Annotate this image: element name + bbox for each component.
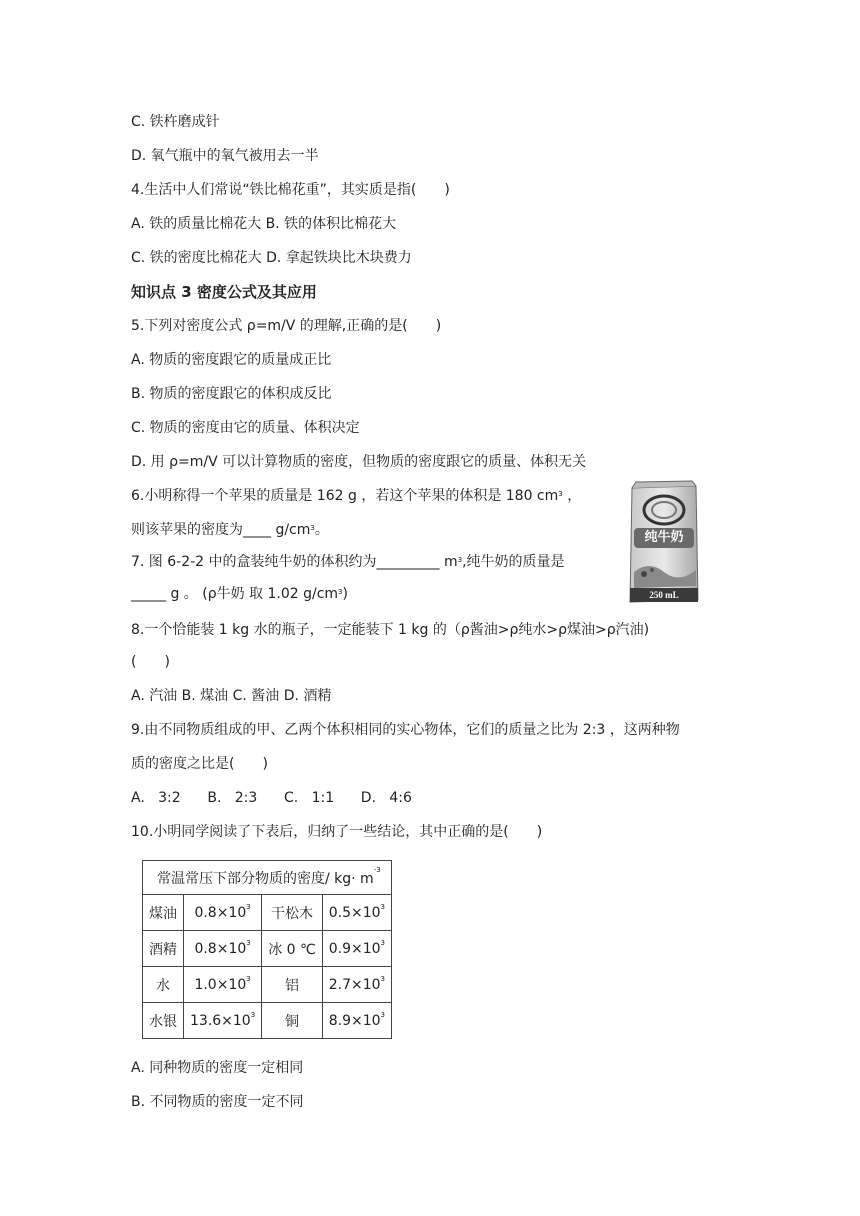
table-row (143, 1003, 392, 1039)
q7-line1-end: ,纯牛奶的质量是 (462, 554, 565, 570)
q6-line2-text: 则该苹果的密度为____ g/cm (131, 522, 311, 538)
density-mantissa: 0.9×10 (328, 940, 381, 957)
question-5-option-b: B. 物质的密度跟它的体积成反比 (131, 386, 332, 402)
density-mantissa: 0.5×10 (328, 904, 381, 921)
table-row (143, 967, 392, 1003)
q7-line1-text: 7. 图 6-2-2 中的盒装纯牛奶的体积约为_________ m (131, 554, 458, 570)
density-exponent: 3 (246, 902, 251, 911)
q6-line2-sup: 3 (310, 524, 315, 532)
density-value (322, 895, 391, 931)
density-table (142, 860, 392, 1039)
q7-line1-sup: 3 (457, 556, 463, 564)
question-10: 10.小明同学阅读了下表后，归纳了一些结论，其中正确的是( ) (131, 824, 543, 840)
table-title-cell (143, 861, 392, 895)
milk-brand-label: 纯牛奶 (644, 530, 684, 545)
question-4-options-cd: C. 铁的密度比棉花大 D. 拿起铁块比木块费力 (131, 250, 412, 266)
density-mantissa: 0.8×10 (194, 904, 247, 921)
section-heading-3: 知识点 3 密度公式及其应用 (131, 283, 317, 301)
table-title-sup: -3 (373, 865, 381, 874)
question-6-line2 (131, 520, 329, 540)
question-6-line1 (131, 486, 581, 506)
question-9-line2: 质的密度之比是( ) (131, 756, 268, 772)
density-exponent: 3 (380, 902, 385, 911)
q6-line1-text: 6.小明称得一个苹果的质量是 162 g ，若这个苹果的体积是 180 cm (131, 488, 559, 504)
table-row (143, 895, 392, 931)
table-row (143, 931, 392, 967)
line-c-iron: C. 铁杵磨成针 (131, 114, 220, 130)
q6-line1-end: ， (562, 488, 582, 504)
table-title: 常温常压下部分物质的密度/ kg· m (157, 870, 374, 887)
q6-line1-sup: 3 (558, 490, 563, 498)
question-5-option-d: D. 用 ρ=m/V 可以计算物质的密度，但物质的密度跟它的质量、体积无关 (131, 454, 587, 470)
question-10-option-b: B. 不同物质的密度一定不同 (131, 1094, 304, 1110)
question-5-option-c: C. 物质的密度由它的质量、体积决定 (131, 420, 360, 436)
density-value (184, 967, 262, 1003)
substance-name: 水 (143, 967, 184, 1003)
question-7-line1 (131, 552, 565, 572)
question-5: 5.下列对密度公式 ρ=m/V 的理解,正确的是( ) (131, 318, 442, 334)
density-value (322, 931, 391, 967)
question-10-option-a: A. 同种物质的密度一定相同 (131, 1060, 304, 1076)
density-exponent: 3 (246, 938, 251, 947)
question-8: 8.一个恰能装 1 kg 水的瓶子，一定能装下 1 kg 的（ρ酱油>ρ纯水>ρ煤油>ρ汽油) (131, 622, 650, 638)
density-value (184, 1003, 262, 1039)
density-exponent: 3 (246, 974, 251, 983)
milk-volume-label: 250 mL (649, 590, 679, 600)
density-mantissa: 0.8×10 (194, 940, 247, 957)
density-mantissa: 8.9×10 (328, 1012, 381, 1029)
density-value (322, 967, 391, 1003)
question-4: 4.生活中人们常说“铁比棉花重”，其实质是指( ) (131, 182, 450, 198)
question-5-option-a: A. 物质的密度跟它的质量成正比 (131, 352, 332, 368)
substance-name: 干松木 (262, 895, 323, 931)
density-value (322, 1003, 391, 1039)
density-value (184, 931, 262, 967)
density-value (184, 895, 262, 931)
question-8-options: A. 汽油 B. 煤油 C. 酱油 D. 酒精 (131, 688, 332, 704)
density-exponent: 3 (250, 1010, 256, 1019)
density-mantissa: 13.6×10 (190, 1012, 251, 1029)
substance-name: 铜 (262, 1003, 323, 1039)
q7-line2-text: _____ g 。 (ρ牛奶 取 1.02 g/cm (131, 586, 339, 602)
density-mantissa: 1.0×10 (194, 976, 247, 993)
q7-line2-sup: 3 (338, 588, 343, 596)
density-exponent: 3 (380, 974, 385, 983)
substance-name: 酒精 (143, 931, 184, 967)
substance-name: 煤油 (143, 895, 184, 931)
density-mantissa: 2.7×10 (328, 976, 381, 993)
substance-name: 铝 (262, 967, 323, 1003)
question-9-options: A. 3:2 B. 2:3 C. 1:1 D. 4:6 (131, 790, 412, 806)
density-exponent: 3 (380, 1010, 385, 1019)
substance-name: 水银 (143, 1003, 184, 1039)
question-7-line2 (131, 584, 348, 604)
line-d-oxygen: D. 氧气瓶中的氧气被用去一半 (131, 148, 319, 164)
substance-name: 冰 0 ℃ (262, 931, 323, 967)
q7-line2-end: ) (342, 586, 348, 602)
q6-line2-end: 。 (314, 522, 329, 538)
milk-carton-image (624, 480, 704, 608)
table-title-row (143, 861, 392, 895)
question-9-line1: 9.由不同物质组成的甲、乙两个体积相同的实心物体，它们的质量之比为 2:3 ，这两种物 (131, 722, 680, 738)
density-exponent: 3 (380, 938, 385, 947)
question-8-paren: ( ) (131, 654, 170, 670)
question-4-options-ab: A. 铁的质量比棉花大 B. 铁的体积比棉花大 (131, 216, 397, 232)
